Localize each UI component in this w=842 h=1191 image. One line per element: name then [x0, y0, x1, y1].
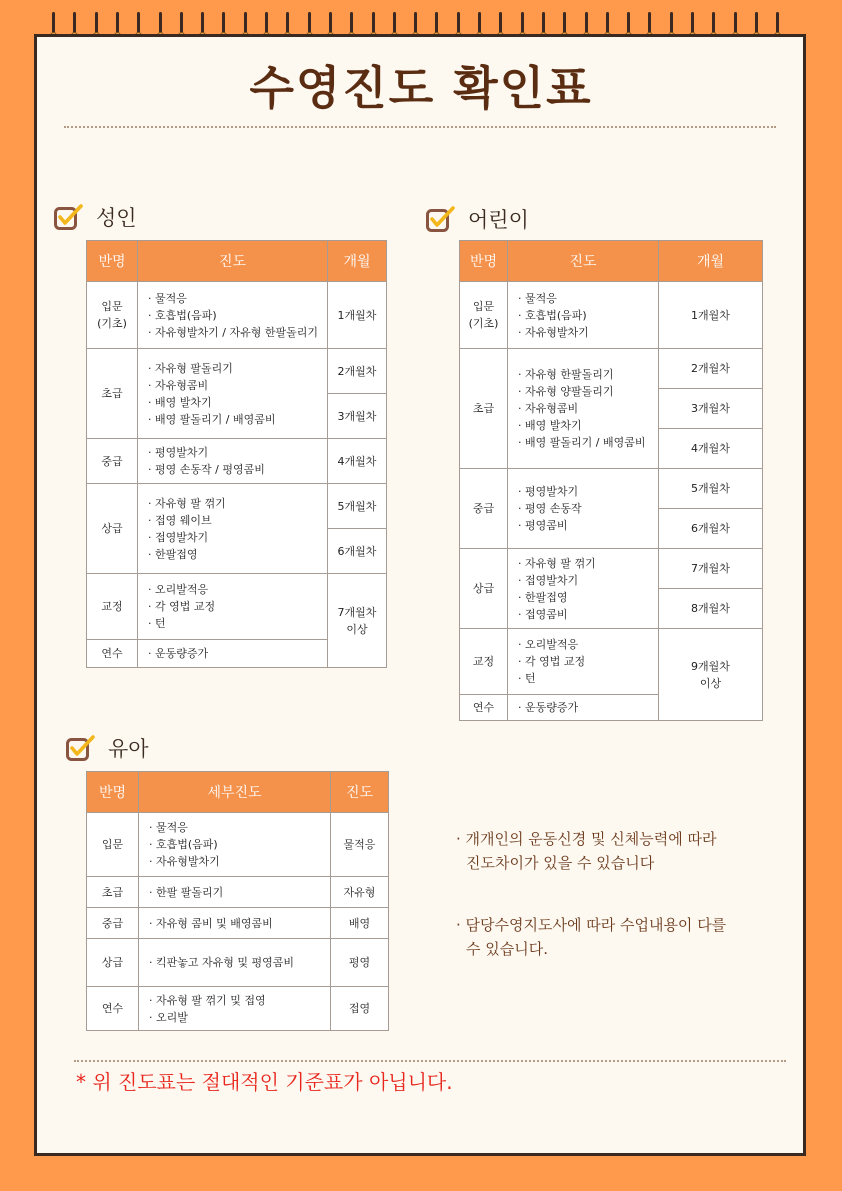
- progress-item: · 한팔 팔돌리기: [149, 885, 224, 899]
- progress-item: · 배영 팔돌리기 / 배영콤비: [518, 436, 646, 449]
- month-cell: 2개월차: [659, 349, 763, 389]
- progress-item: · 평영 손동작 / 평영콤비: [148, 463, 265, 476]
- progress-item: · 접영발차기: [148, 530, 209, 544]
- month-cell: 9개월차 이상: [659, 629, 763, 721]
- level-cell: 초급: [460, 349, 508, 469]
- progress-item: · 물적응: [148, 291, 187, 305]
- level-cell: 연수: [87, 987, 139, 1031]
- progress-cell: [139, 908, 331, 939]
- progress-item: · 평영발차기: [518, 485, 579, 498]
- checkbox-icon: [426, 206, 456, 232]
- progress-item: · 오리발적응: [518, 638, 579, 651]
- progress-item: · 자유형콤비: [148, 378, 209, 392]
- header-detail: 세부진도: [139, 772, 331, 813]
- note-line: · 개개인의 운동신경 및 신체능력에 따라: [456, 830, 717, 848]
- stage-cell: 배영: [331, 908, 389, 939]
- progress-item: · 배영 발차기: [148, 395, 212, 409]
- stage-cell: 평영: [331, 939, 389, 987]
- child-table: [459, 240, 763, 721]
- progress-item: · 평영콤비: [518, 519, 568, 532]
- progress-item: · 호흡법(음파): [148, 308, 217, 322]
- stage-cell: 자유형: [331, 877, 389, 908]
- header-class: 반명: [87, 772, 139, 813]
- stage-cell: 물적응: [331, 813, 389, 877]
- level-cell: 입문: [87, 813, 139, 877]
- progress-item: · 접영콤비: [518, 607, 568, 621]
- note-line: · 담당수영지도사에 따라 수업내용이 다를: [456, 916, 727, 934]
- section-child-label: 어린이: [468, 208, 529, 232]
- header-progress: 진도: [138, 241, 328, 282]
- progress-item: · 자유형 팔 꺾기: [518, 556, 596, 570]
- level-cell: 입문 (기초): [460, 282, 508, 349]
- level-cell: 중급: [460, 469, 508, 549]
- progress-cell: [508, 549, 659, 629]
- progress-item: · 자유형발차기: [149, 855, 220, 868]
- level-cell: 중급: [87, 439, 138, 484]
- note-line: 진도차이가 있을 수 있습니다: [466, 854, 655, 872]
- progress-cell: [138, 640, 328, 668]
- progress-item: · 자유형발차기: [518, 325, 589, 339]
- infant-table: [86, 771, 389, 1031]
- month-cell: 7개월차 이상: [328, 574, 387, 668]
- note-2: [456, 913, 726, 961]
- month-cell: 1개월차: [328, 282, 387, 349]
- level-cell: 교정: [87, 574, 138, 640]
- header-class: 반명: [87, 241, 138, 282]
- progress-cell: [138, 282, 328, 349]
- progress-item: · 자유형 양팔돌리기: [518, 385, 614, 398]
- month-cell: 4개월차: [328, 439, 387, 484]
- section-adult-heading: [54, 202, 137, 232]
- progress-item: · 각 영법 교정: [148, 600, 216, 613]
- month-cell: 5개월차: [659, 469, 763, 509]
- checkbox-icon: [54, 204, 84, 230]
- progress-cell: [138, 349, 328, 439]
- month-cell: 1개월차: [659, 282, 763, 349]
- progress-item: · 호흡법(음파): [518, 308, 587, 322]
- checkbox-icon: [66, 735, 96, 761]
- progress-cell: [508, 629, 659, 695]
- header-stage: 진도: [331, 772, 389, 813]
- progress-item: · 자유형 콤비 및 배영콤비: [149, 916, 273, 930]
- progress-item: · 자유형발차기 / 자유형 한팔돌리기: [148, 325, 318, 339]
- progress-cell: [139, 813, 331, 877]
- page-title: 수영진도 확인표: [249, 61, 593, 115]
- section-infant-heading: [66, 733, 149, 763]
- footer-divider: [74, 1060, 786, 1062]
- progress-item: · 접영발차기: [518, 573, 579, 587]
- level-cell: 상급: [87, 484, 138, 574]
- progress-item: · 운동량증가: [148, 647, 209, 660]
- section-infant-label: 유아: [108, 737, 149, 761]
- note-1: [456, 827, 716, 875]
- section-child-heading: [426, 204, 529, 234]
- level-cell: 연수: [460, 695, 508, 721]
- progress-cell: [508, 695, 659, 721]
- progress-item: · 평영발차기: [148, 446, 209, 459]
- adult-table: [86, 240, 387, 668]
- progress-cell: [139, 877, 331, 908]
- progress-item: · 평영 손동작: [518, 502, 582, 515]
- level-cell: 연수: [87, 640, 138, 668]
- title-divider: [64, 126, 776, 128]
- disclaimer: * 위 진도표는 절대적인 기준표가 아닙니다.: [76, 1070, 453, 1094]
- progress-item: · 자유형 팔 꺾기: [148, 496, 226, 510]
- header-month: 개월: [328, 241, 387, 282]
- progress-item: · 턴: [518, 672, 536, 685]
- progress-item: · 물적응: [518, 291, 557, 305]
- progress-item: · 오리발적응: [148, 583, 209, 596]
- progress-cell: [139, 987, 331, 1031]
- progress-cell: [138, 439, 328, 484]
- progress-item: · 턴: [148, 617, 166, 630]
- progress-cell: [508, 282, 659, 349]
- month-cell: 5개월차: [328, 484, 387, 529]
- progress-item: · 한팔접영: [148, 547, 198, 561]
- level-cell: 초급: [87, 349, 138, 439]
- header-class: 반명: [460, 241, 508, 282]
- month-cell: 6개월차: [328, 529, 387, 574]
- progress-item: · 배영 발차기: [518, 419, 582, 432]
- month-cell: 8개월차: [659, 589, 763, 629]
- stage-cell: 접영: [331, 987, 389, 1031]
- level-cell: 상급: [460, 549, 508, 629]
- progress-item: · 자유형콤비: [518, 402, 579, 415]
- header-month: 개월: [659, 241, 763, 282]
- level-cell: 상급: [87, 939, 139, 987]
- progress-cell: [139, 939, 331, 987]
- section-adult-label: 성인: [96, 206, 137, 230]
- progress-item: · 오리발: [149, 1010, 188, 1024]
- month-cell: 7개월차: [659, 549, 763, 589]
- progress-item: · 호흡법(음파): [149, 838, 218, 851]
- progress-cell: [138, 574, 328, 640]
- level-cell: 중급: [87, 908, 139, 939]
- level-cell: 교정: [460, 629, 508, 695]
- progress-cell: [138, 484, 328, 574]
- progress-cell: [508, 349, 659, 469]
- level-cell: 입문 (기초): [87, 282, 138, 349]
- progress-item: · 각 영법 교정: [518, 655, 586, 668]
- month-cell: 3개월차: [659, 389, 763, 429]
- progress-item: · 배영 팔돌리기 / 배영콤비: [148, 412, 276, 426]
- progress-item: · 한팔접영: [518, 590, 568, 604]
- level-cell: 초급: [87, 877, 139, 908]
- month-cell: 4개월차: [659, 429, 763, 469]
- progress-item: · 운동량증가: [518, 701, 579, 714]
- progress-item: · 자유형 팔돌리기: [148, 361, 233, 375]
- progress-cell: [508, 469, 659, 549]
- progress-item: · 자유형 팔 꺾기 및 접영: [149, 993, 266, 1007]
- month-cell: 6개월차: [659, 509, 763, 549]
- month-cell: 2개월차: [328, 349, 387, 394]
- progress-item: · 접영 웨이브: [148, 513, 212, 527]
- header-progress: 진도: [508, 241, 659, 282]
- progress-item: · 물적응: [149, 821, 188, 834]
- progress-item: · 킥판놓고 자유형 및 평영콤비: [149, 956, 294, 969]
- progress-item: · 자유형 한팔돌리기: [518, 368, 614, 381]
- month-cell: 3개월차: [328, 394, 387, 439]
- note-line: 수 있습니다.: [466, 940, 548, 958]
